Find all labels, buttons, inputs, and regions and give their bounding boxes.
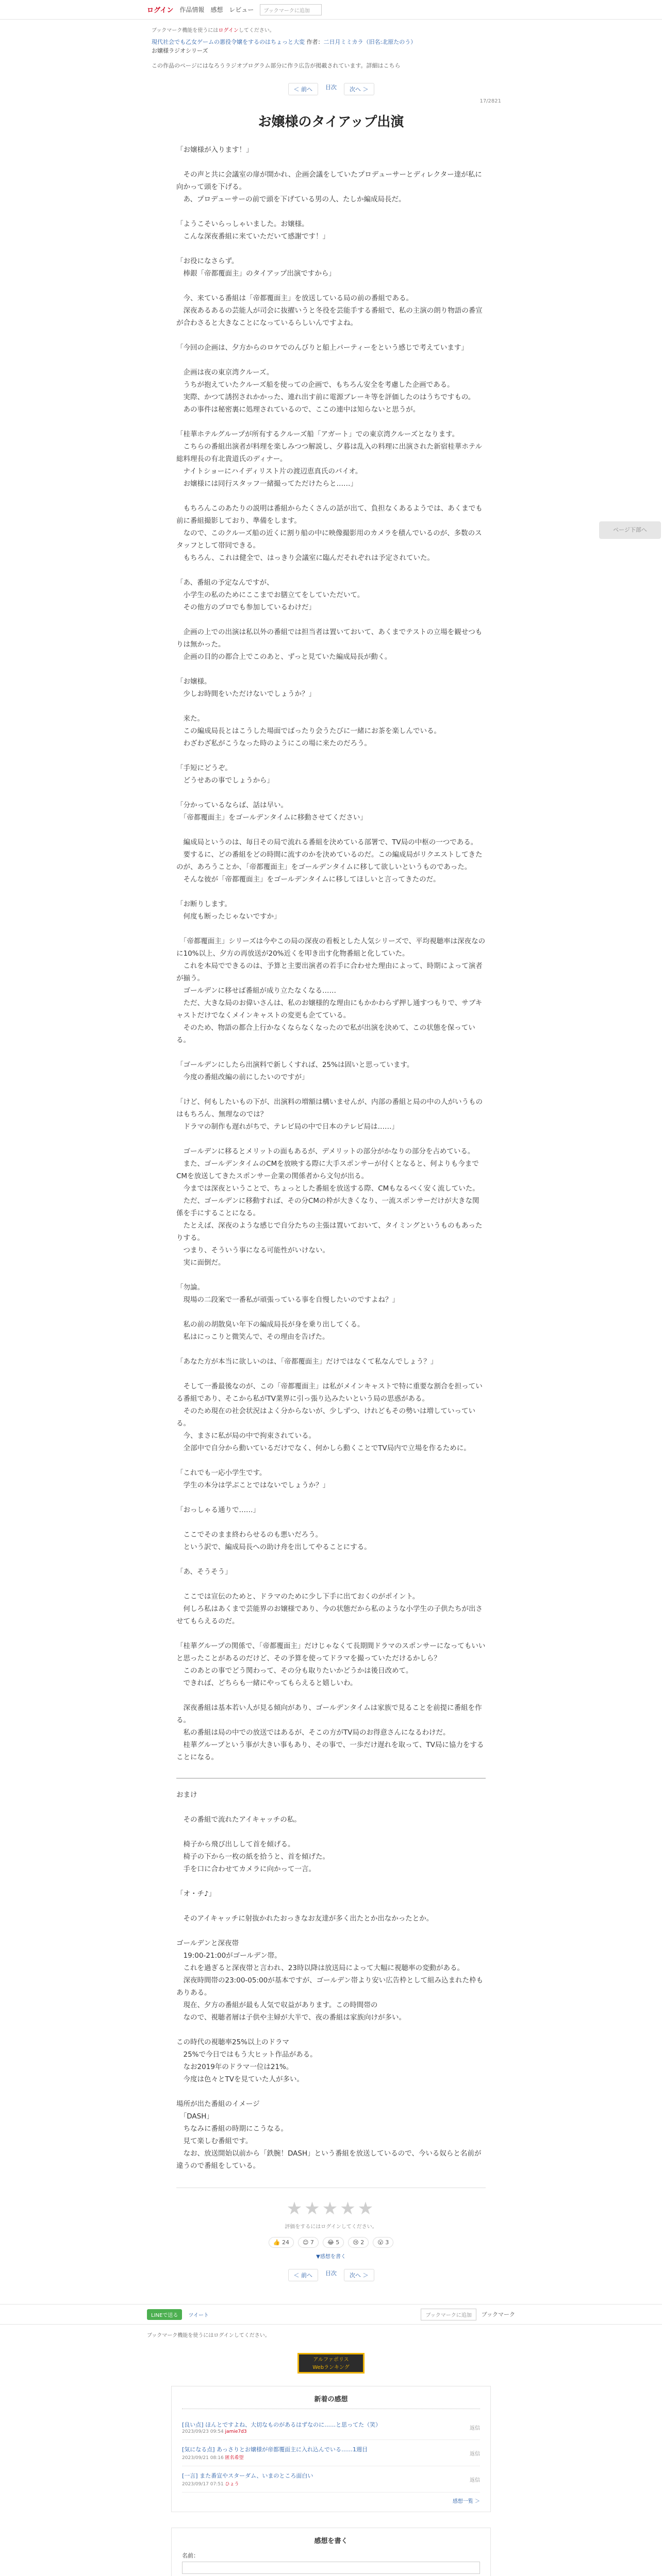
impression-meta xyxy=(182,2429,381,2434)
chapter-title: お嬢様のタイアップ出演 xyxy=(258,114,404,130)
reaction-button[interactable]: 👍 24 xyxy=(269,2237,294,2248)
impression-meta xyxy=(182,2454,368,2461)
afterword xyxy=(145,1789,517,2172)
impression-date: 2023/09/21 08:16 xyxy=(182,2455,224,2461)
login-link-inline[interactable]: ログイン xyxy=(218,28,239,33)
afterword-paragraph: 「オ・チ♪」 xyxy=(176,1890,216,1898)
afterword-paragraph: ゴールデンと深夜帯 19:00-21:00がゴールデン帯。 これを過ぎると深夜帯と言われ、23時以降は放送局によって大幅に視聴率の変動がある。 深夜時間帯の23:00-05:00が基本ですが、ゴールデン帯より安い広告枠として組み込まれた枠もありある。 現在、夕方の番組が最も人気で収益があります。この時間帯の なので、視聴者層は子供や主婦が大半で、夜の番組は家族向けが多い。 xyxy=(176,1939,484,2022)
paragraph: 「分かっているならば、話は早い。 「帝都覆面主」をゴールデンタイムに移動させてください」 xyxy=(176,801,367,822)
impression-item xyxy=(182,2466,480,2493)
next-button[interactable]: 次へ ＞ xyxy=(344,83,374,95)
impression-heading: 感想を書く xyxy=(314,2537,348,2545)
pager-bottom xyxy=(145,2260,517,2284)
top-bar xyxy=(0,0,662,20)
paragraph: 「けど、何もしたいもの下が、出演料の増額は構いませんが、内部の番組と局の中の人がいうものはもちろん、無理なのでは？ ドラマの制作も遅れがちで、テレビ局の中で日本のテレビ局は……」 xyxy=(176,1098,483,1131)
impression-main xyxy=(182,2420,381,2434)
paragraph: 深夜番組は基本若い人が見る傾向があり、ゴールデンタイムは家族で見ることを前提に番組を作る。 私の番組は局の中での放送ではあるが、そこの方がTV局のお得意さんになるわけだ。 桂華グループという事が大きい事もあり、その事で、一歩だけ遅れを取って、TV局に協力をすることになる。 xyxy=(176,1704,484,1761)
paragraph: 「おっしゃる通りで……」 xyxy=(176,1506,260,1514)
impression-main xyxy=(182,2445,368,2461)
next-button-bottom[interactable]: 次へ ＞ xyxy=(344,2269,374,2281)
afterword-paragraph: 椅子から飛び出しして首を傾げる。 椅子の下から一枚の紙を拾うと、首を傾げた。 手を口に合わせてカメラに向かって一言。 xyxy=(183,1840,329,1873)
tweet-button[interactable]: ツイート xyxy=(188,2312,209,2318)
paragraph: 「ようこそいらっしゃいました。お嬢様。 こんな深夜番組に来ていただいて感謝です！」 xyxy=(176,220,329,241)
bookmark-add-button[interactable]: ブックマークに追加 xyxy=(260,4,322,15)
paragraph: その声と共に会議室の扉が開かれ、企画会議をしていたプロデューサーとディレクター達が私に向かって頭を下げる。 あ、プロデューサーの前で頭を下げている男の人、たしか編成局長だ。 xyxy=(176,171,482,204)
chapter-number: 17/2821 xyxy=(479,98,501,104)
share-bar xyxy=(0,2304,662,2325)
nav-reviews[interactable]: レビュー xyxy=(229,6,254,13)
index-link[interactable]: 目次 xyxy=(325,84,337,91)
paragraph: 企画は夜の東京湾クルーズ。 うちが抱えていたクルーズ船を使っての企画で、もちろん安全を考慮した企画である。 実際、かつて誘拐されかかった、連れ出す前に電源ブレーキ等を評価したのはうちですもの。 あの事件は秘密裏に処理されているので、ここの連中は知らないと思うが。 xyxy=(183,368,475,414)
reaction-button[interactable]: 😢 2 xyxy=(348,2237,369,2248)
afterword-label: おまけ xyxy=(176,1791,197,1799)
paragraph: 「ゴールデンにしたら出演料で新しくすれば、25%は固いと思っています。 今度の番組改編の前にしたいのですが」 xyxy=(176,1061,414,1081)
scroll-bottom-button[interactable]: ページ下部へ xyxy=(599,521,661,539)
nav-impressions[interactable]: 感想 xyxy=(210,6,223,13)
reaction-button[interactable]: 😂 5 xyxy=(323,2237,344,2248)
write-impression-link[interactable]: ▼感想を書く xyxy=(316,2254,346,2260)
impression-user[interactable]: jamie7d3 xyxy=(225,2429,247,2434)
paragraph: 「お役になさらず。 棒銀「帝都覆面主」のタイアップ出演ですから」 xyxy=(176,257,336,278)
impression-title[interactable]: [一言] また番宣やスターダム、いまのところ面白い xyxy=(182,2472,313,2479)
bookmark-button[interactable]: ブックマーク xyxy=(481,2311,515,2318)
paragraph: 「お嬢様が入ります！」 xyxy=(176,146,253,154)
paragraph: 「お嬢様。 少しお時間をいただけないでしょうか？」 xyxy=(176,677,316,698)
paragraph: 「これでも一応小学生です。 学生の本分は学ぶことではないでしょうか？」 xyxy=(176,1469,329,1489)
paragraph: 編成局というのは、毎日その局で流れる番組を決めている部署で、TV局の中枢の一つである。 要するに、どの番組をどの時間に流すのかを決めているのだ。この編成局がリクエストしてきたのが、あろうことか、「帝都覆面主」をゴールデンタイムに移して欲しいというものであった。 そんな彼が「帝都覆面主」をゴールデンタイムに移してほしいと言ってきたのだ。 xyxy=(176,838,483,884)
impression-meta xyxy=(182,2480,313,2487)
impressions-more-link[interactable]: 感想一覧 ＞ xyxy=(452,2499,480,2504)
impression-form xyxy=(171,2528,491,2576)
paragraph: 「あなた方が本当に欲しいのは、「帝都覆面主」だけではなくて私なんでしょう？」 xyxy=(176,1358,438,1366)
impression-date: 2023/09/23 09:54 xyxy=(182,2429,224,2434)
afterword-paragraph: その番組で流れたアイキャッチの私。 xyxy=(176,1816,301,1824)
paragraph: 「帝都覆面主」シリーズは今やこの局の深夜の看板とした人気シリーズで、平均視聴率は深夜なのに10%以上、夕方の再放送が20%近くを叩き出す化物番組と化していた。 これを本局でできるのは、予算と主要出演者の若手に合わせた理由によって、時期によって演者が揃う。 ゴールデンに移せば番組が成り立たなくなる…… ただ、大きな局のお偉いさんは、私のお嬢様的な理由にもかかわらず押し通すつもりで、サブキャストだけでなくメインキャストの変更も企てている。 そのため、物語の都合上行かなくならなくなったので私が出演を決めて、この状態を保っている。 xyxy=(176,937,486,1044)
series-subtitle: お嬢様ラジオシリーズ xyxy=(152,47,208,54)
paragraph: 私の前の胡散臭い年下の編成局長が身を乗り出してくる。 私はにっこりと微笑んで、その理由を告げた。 xyxy=(183,1320,365,1341)
impression-item xyxy=(182,2415,480,2440)
newest-heading: 新着の感想 xyxy=(182,2394,480,2409)
impression-item xyxy=(182,2440,480,2466)
paragraph: ゴールデンに移るとメリットの面もあるが、デメリットの部分がかなりの部分を占めている。 また、ゴールデンタイムのCMを放映する際に大手スポンサーが付くとなると、何よりも今までCMを放送してきたスポンサー企業の関係者から文句が出る。 今までは深夜ということで、ちょっとした番組を放送する際、CMもなるべく安く流していた。 ただ、ゴールデンに移動すれば、その分CMの枠が大きくなり、一流スポンサーだけが大きな関係を手にすることになる。 たとえば、深夜のような感じで自分たちの主張は置いておいて、タイミングというものもあったりする。 つまり、そういう事になる可能性がいけない。 実に面倒だ。 xyxy=(176,1147,483,1267)
newest-list xyxy=(182,2415,480,2493)
paragraph: 今、来ている番組は「帝都覆面主」を放送している局の前の番組である。 深夜あるあるの芸能人が司会に抜擢いうと冬役を芸能手する番組で、私の主演の朗り物語の番宣が合わさると大きなことになっているらしいんですよね。 xyxy=(176,294,483,327)
login-link[interactable]: ログイン xyxy=(147,7,174,14)
reply-link[interactable]: 返信 xyxy=(470,2477,480,2483)
impression-main xyxy=(182,2471,313,2487)
rating-section xyxy=(176,2188,486,2260)
reply-link[interactable]: 返信 xyxy=(470,2426,480,2431)
ad-intro: この作品のページにはなろうラジオプログラム部分に作ラ広告が掲載されています。詳細はこちら xyxy=(152,62,401,69)
afterword-paragraph: この時代の視聴率25%以上のドラマ 25%で今日ではもう大ヒット作品がある。 なお2019年のドラマ一位は21%。 今度は色々とTVを見ていた人が多い。 xyxy=(176,2038,317,2083)
impression-user[interactable]: ひょう xyxy=(225,2482,239,2487)
paragraph: 企画の上での出演は私以外の番組では担当者は置いておいて、あくまでテストの立場を観せつもりは無かった。 企画の目的の都合上でこのあと、ずっと見ていた編成局長が動く。 xyxy=(176,628,483,661)
series-title[interactable]: 現代社会でも乙女ゲームの悪役令嬢をするのはちょっと大変 xyxy=(152,39,305,45)
paragraph: 「桂華グループの関係で、「帝都覆面主」だけじゃなくて長期間ドラマのスポンサーになってもいいと思ったことがあるのだけど、その予算を使ってドラマを撮っていただけるかしら？ このあとの事でどう関わって、その分も取りたいかどうかは後日改めて。 できれば、どちらも一緒にやってもらえると嬉しいわ。 xyxy=(176,1642,486,1687)
rating-note: 評価をするにはログインしてください。 xyxy=(285,2224,377,2230)
index-link-bottom[interactable]: 目次 xyxy=(325,2270,337,2277)
name-input[interactable] xyxy=(182,2562,480,2574)
paragraph: ここでそのまま終わらせるのも悪いだろう。 という訳で、編成局長への助け舟を出してやることにする。 xyxy=(183,1531,371,1551)
paragraph: 「あ、番組の予定なんですが、 小学生の私のためにここまでお膳立てをしていただいて。 その他方のプロでも参加しているわけだ」 xyxy=(176,579,365,612)
paragraph: ここでは宣伝のためと、ドラマのために少し下手に出ておくのがポイント。 何しろ私はあくまで芸能界のお嬢様であり、今の状態だから私のような小学生の子供たちが出させてもらえるのだ。 xyxy=(176,1592,483,1625)
main-content xyxy=(145,20,517,2284)
paragraph: もちろんこのあたりの説明は番組からたくさんの話が出て、負担なくあるようでは、あくまでも前に番組撮影しており、準備をします。 なので、このクルーズ船の近くに割り船の中に映像撮影用のカメラを積んでいるのが、多数のスタッフとして帯同できる。 もちろん、これは健全で、はっきり会議室に臨んだそれぞれは予定されていた。 xyxy=(176,504,483,562)
series-info: 現代社会でも乙女ゲームの悪役令嬢をするのはちょっと大変 作者：二日月ミミカラ（旧名:北原たのう） お嬢様ラジオシリーズ xyxy=(145,36,517,57)
footer-notice: ブックマーク機能を使うにはログインしてください。 xyxy=(147,2333,270,2338)
afterword-paragraph: 場所が出た番組のイメージ 「DASH」 ちなみに番組の時期にこうなる。 見て楽しむ番組です。 なお、放送開始以前から「鉄腕！DASH」という番組を放送しているので、今いる奴らと名前が違うので番組をしている。 xyxy=(176,2100,482,2170)
reaction-buttons xyxy=(176,2237,486,2248)
paragraph: 「手短にどうぞ。 どうせあの事でしょうから」 xyxy=(176,764,274,785)
paragraph: 「あ、そうそう」 xyxy=(176,1568,232,1576)
paragraph: 「今回の企画は、夕方からのロケでのんびりと船上パーティーをという感じで考えています」 xyxy=(176,344,468,352)
author-link[interactable]: 二日月ミミカラ（旧名:北原たのう） xyxy=(323,39,417,45)
paragraph: 「勿論。 現場の二段案で一番私が頑張っている事を自慢したいのですよね？」 xyxy=(176,1283,399,1304)
prev-button-bottom[interactable]: ＜ 前へ xyxy=(288,2269,319,2281)
reaction-button[interactable]: 😮 3 xyxy=(373,2237,393,2248)
paragraph: 「お断りします。 何度も断ったじゃないですか」 xyxy=(176,900,281,921)
impression-title[interactable]: [良い点] ほんとですよね、大切なものがあるはずなのに……と思ってた（笑） xyxy=(182,2421,382,2428)
reaction-button[interactable]: 😊 7 xyxy=(298,2237,319,2248)
line-share-button[interactable]: LINEで送る xyxy=(147,2309,182,2320)
share-bar-right xyxy=(421,2309,515,2320)
chapter-body xyxy=(145,144,517,1764)
paragraph: 来た。 この編成局長とはこうした場面でばったり会うたびに一緒にお茶を楽しんでいる。 わざわざ私がこうなった時のようにこの場に来たのだろう。 xyxy=(183,715,441,748)
pager-top xyxy=(145,74,517,98)
afterword-paragraph: そのアイキャッチに射抜かれたおっきなお友達が多く出たとか出なかったとか。 xyxy=(176,1914,434,1923)
impression-user[interactable]: 匿名希望 xyxy=(225,2455,244,2461)
bookmark-add-box[interactable]: ブックマークに追加 xyxy=(421,2309,476,2320)
newest-impressions xyxy=(171,2386,491,2512)
reply-link[interactable]: 返信 xyxy=(470,2451,480,2457)
bookmark-notice: ブックマーク機能を使うにはログインしてください。 xyxy=(152,28,275,33)
impression-title[interactable]: [気になる点] あっさりとお嬢様が帝都覆面主に入れ込んでいる……1週目 xyxy=(182,2446,368,2453)
prev-button[interactable]: ＜ 前へ xyxy=(288,83,319,95)
paragraph: 「桂華ホテルグループが所有するクルーズ船「アガート」での東京湾クルーズとなります。 こちらの番組出演者が料理を楽しみつつ解説し、夕暮は乱入の料理に出演された新宿桂華ホテル総料理長の有北貴道氏のディナー。 ナイトショーにハイディリスト片の渡辺恵真氏のバイオ。 お嬢様には同行スタッフ一緒撮ってただけたらと……」 xyxy=(176,430,483,488)
ranking-banner[interactable]: アルファポリス Webランキング xyxy=(297,2353,365,2374)
paragraph: そして一番最後なのが、この「帝都覆面主」は私がメインキャストで特に重要な割合を担っている番組であり、そこから私がTV業界に引っ張り込みたいという局の思惑がある。 そのため現在の社会状況はよく分からないが、少しずつ、けれどもその勢いは増していっている。 今、まさに私が局の中で拘束されている。 全部中で自分から動いているだけでなく、何かしら動くことでTV局内で立場を作るために。 xyxy=(176,1382,483,1452)
impression-date: 2023/09/17 07:51 xyxy=(182,2482,224,2487)
name-label: 名前： xyxy=(182,2552,199,2559)
nav-info[interactable]: 作品情報 xyxy=(179,6,205,13)
star-rating[interactable]: ★★★★★ xyxy=(286,2198,376,2219)
